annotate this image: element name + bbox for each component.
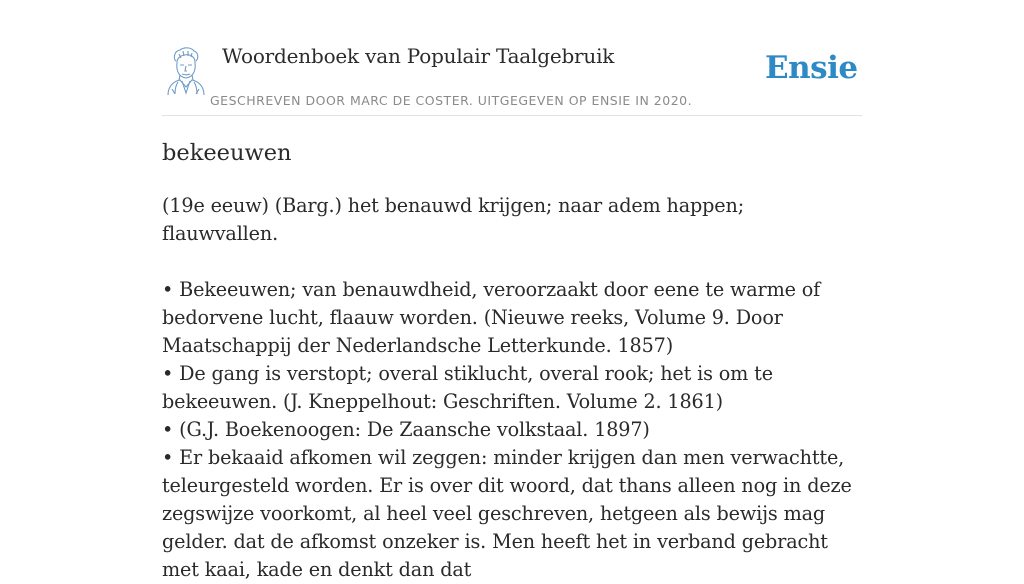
headword: bekeeuwen xyxy=(162,140,292,166)
entry-body xyxy=(162,192,862,584)
book-title[interactable]: Woordenboek van Populair Taalgebruik xyxy=(222,44,615,68)
definition: (19e eeuw) (Barg.) het benauwd krijgen; naar adem happen; flauwvallen. xyxy=(162,194,745,245)
paragraph-gap xyxy=(162,248,862,276)
author-portrait-icon xyxy=(163,45,209,95)
author-avatar xyxy=(163,45,209,95)
citation: • Er bekaaid afkomen wil zeggen: minder krijgen dan men verwachtte, teleurgesteld worden. Er is over dit woord, dat thans alleen nog in deze zegswijze voorkomt, al heel veel geschreven, hetgeen als bewijs mag gelder. dat de afkomst onzeker is. Men heeft het in verband gebracht met kaai, kade en denkt dan dat xyxy=(162,446,852,581)
citation: • (G.J. Boekenoogen: De Zaansche volkstaal. 1897) xyxy=(162,418,650,441)
brand-logo[interactable]: Ensie xyxy=(765,50,858,86)
citation: • Bekeeuwen; van benauwdheid, veroorzaakt door eene te warme of bedorvene lucht, flaauw worden. (Nieuwe reeks, Volume 9. Door Maatschappij der Nederlandsche Letterkunde. 1857) xyxy=(162,278,821,357)
header-divider xyxy=(162,115,862,116)
citation: • De gang is verstopt; overal stiklucht, overal rook; het is om te bekeeuwen. (J. Kneppelhout: Geschriften. Volume 2. 1861) xyxy=(162,362,773,413)
byline: GESCHREVEN DOOR MARC DE COSTER. UITGEGEVEN OP ENSIE IN 2020. xyxy=(210,93,693,108)
